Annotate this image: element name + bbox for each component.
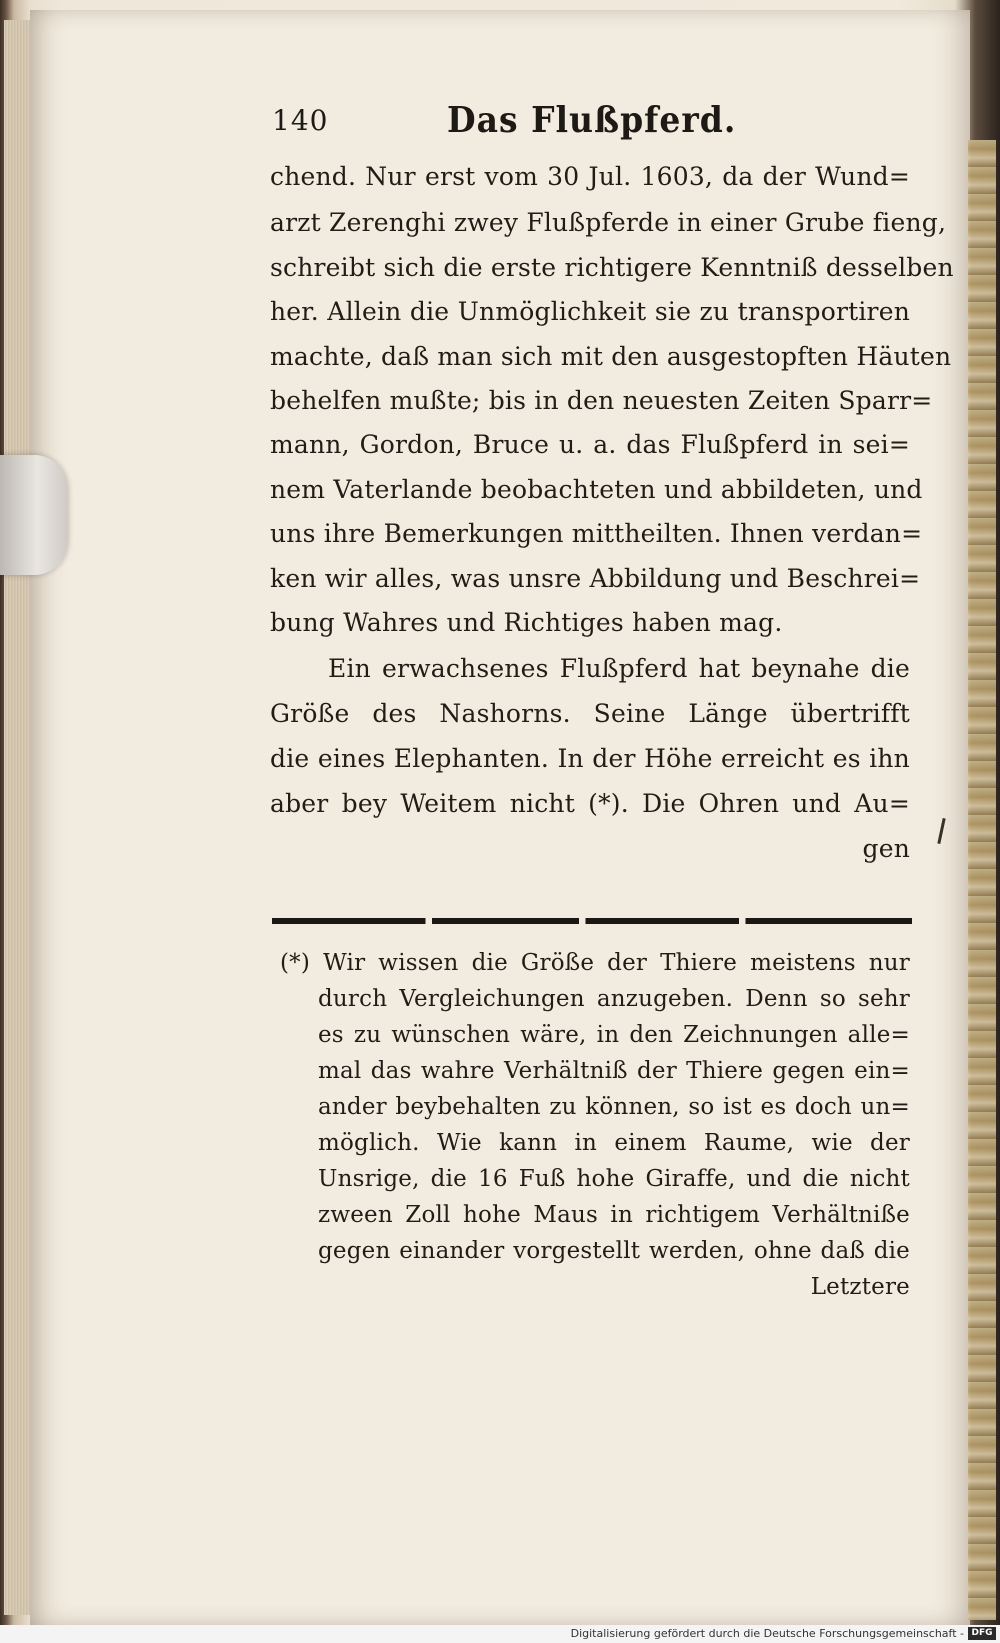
text-line: arzt Zerenghi zwey Flußpferde in einer Grube fieng, [270,208,947,237]
footnote-line: es zu wünschen wäre, in den Zeichnungen alle= [318,1022,910,1048]
footnote-line: ander beybehalten zu können, so ist es doch un= [318,1094,910,1120]
digitization-footer [0,1625,1000,1643]
text-line: machte, daß man sich mit den ausgestopften Häuten [270,342,952,371]
footnote-line: möglich. Wie kann in einem Raume, wie der [318,1130,910,1156]
page-edges [4,20,30,1615]
footnote-rule [272,918,912,924]
text-line: aber bey Weitem nicht (*). Die Ohren und Au= [270,789,910,818]
footnote-line: durch Vergleichungen anzugeben. Denn so sehr [318,986,910,1012]
text-line: Größe des Nashorns. Seine Länge übertrifft [270,699,910,728]
running-head: Das Flußpferd. [447,98,737,141]
footnote-line: mal das wahre Verhältniß der Thiere gegen ein= [318,1058,910,1084]
text-line: bung Wahres und Richtiges haben mag. [270,608,783,637]
text-line: mann, Gordon, Bruce u. a. das Flußpferd in sei= [270,430,910,459]
page-header [272,98,912,148]
text-line: behelfen mußte; bis in den neuesten Zeiten Sparr= [270,386,933,415]
text-line: her. Allein die Unmöglichkeit sie zu transportiren [270,297,910,326]
text-line: chend. Nur erst vom 30 Jul. 1603, da der Wund= [270,162,910,191]
text-line: ken wir alles, was unsre Abbildung und Beschrei= [270,564,921,593]
catchword: gen [862,834,910,863]
text-line: Ein erwachsenes Flußpferd hat beynahe die [328,654,910,683]
dfg-logo: DFG [968,1627,996,1640]
footnote-line: gegen einander vorgestellt werden, ohne daß die [318,1238,910,1264]
page-number: 140 [272,104,329,137]
text-line: nem Vaterlande beobachteten und abbildeten, und [270,475,923,504]
text-line: die eines Elephanten. In der Höhe erreicht es ihn [270,744,910,773]
facing-plate-edge [968,140,996,1620]
text-line: uns ihre Bemerkungen mittheilten. Ihnen verdan= [270,519,923,548]
footnote-line: Unsrige, die 16 Fuß hohe Giraffe, und die nicht [318,1166,910,1192]
catchword: Letztere [810,1274,910,1300]
page-clip [0,455,68,575]
footnote-line: zween Zoll hohe Maus in richtigem Verhältniße [318,1202,910,1228]
footnote-line: (*) Wir wissen die Größe der Thiere meistens nur [280,950,910,976]
text-line: schreibt sich die erste richtigere Kenntniß desselben [270,253,954,282]
footer-credit: Digitalisierung gefördert durch die Deutsche Forschungsgemeinschaft - [570,1627,964,1640]
